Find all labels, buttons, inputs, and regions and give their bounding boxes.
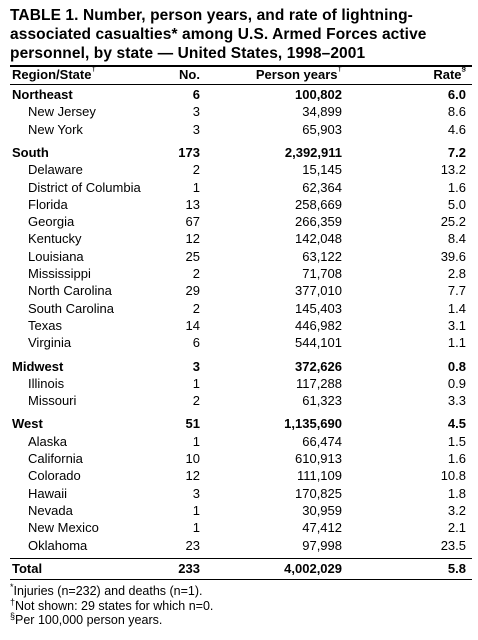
count-cell: 1 bbox=[192, 375, 200, 391]
rate-cell: 1.6 bbox=[447, 179, 466, 195]
rate-cell: 39.6 bbox=[440, 248, 466, 264]
count-cell: 1 bbox=[192, 179, 200, 195]
state-name: Oklahoma bbox=[28, 537, 88, 553]
count-cell: 23 bbox=[185, 537, 200, 553]
count-cell: 2 bbox=[192, 266, 200, 281]
state-row bbox=[0, 196, 478, 213]
rate-cell: 0.9 bbox=[447, 375, 466, 391]
state-name: Hawaii bbox=[28, 485, 68, 501]
state-row bbox=[0, 519, 478, 536]
header-region-mark: † bbox=[91, 64, 96, 73]
person-years-cell: 170,825 bbox=[295, 485, 342, 501]
rate-cell: 8.6 bbox=[447, 104, 466, 120]
rate-cell: 0.8 bbox=[447, 358, 466, 374]
header-rate-label: Rate bbox=[433, 67, 462, 82]
footnote bbox=[10, 613, 472, 628]
state-row bbox=[0, 485, 478, 502]
count-cell: 6 bbox=[192, 87, 200, 102]
person-years-cell: 258,669 bbox=[295, 196, 342, 212]
rate-cell: 3.2 bbox=[447, 502, 466, 518]
region-name: South bbox=[12, 144, 49, 160]
rate-cell: 7.7 bbox=[447, 283, 466, 299]
state-row bbox=[0, 467, 478, 484]
person-years-cell: 63,122 bbox=[302, 248, 342, 264]
state-name: Virginia bbox=[28, 335, 72, 351]
rate-cell: 1.8 bbox=[447, 485, 466, 501]
region-row bbox=[0, 358, 478, 375]
state-row bbox=[0, 317, 478, 334]
person-years-cell: 15,145 bbox=[302, 162, 342, 178]
state-name: Colorado bbox=[28, 468, 81, 484]
count-cell: 10 bbox=[185, 451, 200, 466]
state-row bbox=[0, 375, 478, 392]
rate-cell: 4.5 bbox=[447, 416, 466, 432]
person-years-cell: 266,359 bbox=[295, 214, 342, 230]
state-row bbox=[0, 334, 478, 351]
count-cell: 2 bbox=[192, 393, 200, 409]
region-row bbox=[0, 86, 478, 103]
state-row bbox=[0, 300, 478, 317]
header-rate-mark: § bbox=[461, 64, 466, 73]
footnotes bbox=[10, 584, 472, 628]
region-row bbox=[0, 415, 478, 432]
total-row bbox=[0, 560, 478, 577]
state-row bbox=[0, 537, 478, 554]
footnote-mark: † bbox=[10, 596, 16, 607]
header-region bbox=[12, 66, 96, 83]
footnote-text: Per 100,000 person years. bbox=[15, 613, 163, 627]
state-name: Illinois bbox=[28, 375, 65, 391]
person-years-cell: 71,708 bbox=[302, 266, 342, 281]
person-years-cell: 372,626 bbox=[295, 358, 342, 374]
person-years-cell: 47,412 bbox=[302, 520, 342, 536]
rate-cell: 4.6 bbox=[447, 121, 466, 137]
person-years-cell: 446,982 bbox=[295, 317, 342, 333]
count-cell: 29 bbox=[185, 283, 200, 299]
state-row bbox=[0, 213, 478, 230]
footnote-text: Injuries (n=232) and deaths (n=1). bbox=[13, 584, 203, 598]
state-row bbox=[0, 265, 478, 282]
footnote bbox=[10, 584, 472, 599]
rate-cell: 7.2 bbox=[447, 144, 466, 160]
person-years-cell: 142,048 bbox=[295, 231, 342, 247]
header-region-label: Region/State bbox=[12, 67, 92, 82]
total-top-rule bbox=[10, 558, 472, 559]
state-row bbox=[0, 450, 478, 467]
region-name: West bbox=[12, 416, 43, 432]
count-cell: 3 bbox=[192, 104, 200, 120]
person-years-cell: 65,903 bbox=[302, 121, 342, 137]
state-name: District of Columbia bbox=[28, 179, 141, 195]
state-row bbox=[0, 179, 478, 196]
person-years-cell: 544,101 bbox=[295, 335, 342, 351]
rate-cell: 1.6 bbox=[447, 451, 466, 466]
count-cell: 12 bbox=[185, 231, 200, 247]
state-name: Delaware bbox=[28, 162, 83, 178]
state-row bbox=[0, 502, 478, 519]
table-title: TABLE 1. Number, person years, and rate of lightning-associated casualties* among U.S. Armed Forces active personnel, by state — United States, 1998–2001 bbox=[10, 7, 427, 62]
state-name: New York bbox=[28, 121, 83, 137]
footnote-mark: * bbox=[10, 582, 14, 592]
state-row bbox=[0, 392, 478, 409]
count-cell: 51 bbox=[185, 416, 200, 432]
count-cell: 1 bbox=[192, 502, 200, 518]
count-cell: 173 bbox=[178, 144, 200, 160]
state-name: North Carolina bbox=[28, 283, 112, 299]
state-row bbox=[0, 121, 478, 138]
count-cell: 3 bbox=[192, 485, 200, 501]
count-cell: 3 bbox=[192, 121, 200, 137]
footnote bbox=[10, 596, 472, 614]
state-name: Mississippi bbox=[28, 266, 91, 281]
person-years-cell: 34,899 bbox=[302, 104, 342, 120]
rate-cell: 6.0 bbox=[447, 87, 466, 102]
rate-cell: 3.3 bbox=[447, 393, 466, 409]
rate-cell: 1.5 bbox=[447, 433, 466, 449]
state-row bbox=[0, 248, 478, 265]
person-years-cell: 377,010 bbox=[295, 283, 342, 299]
header-rate bbox=[433, 66, 466, 83]
count-cell: 1 bbox=[192, 433, 200, 449]
count-cell: 12 bbox=[185, 468, 200, 484]
person-years-cell: 66,474 bbox=[302, 433, 342, 449]
rate-cell: 25.2 bbox=[440, 214, 466, 230]
rate-cell: 23.5 bbox=[440, 537, 466, 553]
region-row bbox=[0, 144, 478, 161]
column-header-row bbox=[0, 66, 478, 83]
person-years-cell: 1,135,690 bbox=[284, 416, 342, 432]
footnote-mark: § bbox=[10, 611, 16, 621]
total-label: Total bbox=[12, 561, 43, 576]
person-years-cell: 117,288 bbox=[295, 375, 342, 391]
count-cell: 3 bbox=[192, 358, 200, 374]
header-rule bbox=[10, 84, 472, 85]
rate-cell: 8.4 bbox=[447, 231, 466, 247]
state-row bbox=[0, 433, 478, 450]
header-no: No. bbox=[179, 67, 200, 82]
rate-cell: 10.8 bbox=[440, 468, 466, 484]
count-cell: 14 bbox=[185, 317, 200, 333]
state-row bbox=[0, 230, 478, 247]
count-cell: 2 bbox=[192, 300, 200, 316]
rate-cell: 13.2 bbox=[440, 162, 466, 178]
region-name: Midwest bbox=[12, 358, 64, 374]
person-years-cell: 61,323 bbox=[302, 393, 342, 409]
count-cell: 2 bbox=[192, 162, 200, 178]
rate-cell: 1.4 bbox=[447, 300, 466, 316]
person-years-cell: 100,802 bbox=[295, 87, 342, 102]
rate-cell: 3.1 bbox=[447, 317, 466, 333]
total-no: 233 bbox=[178, 561, 200, 576]
state-row bbox=[0, 103, 478, 120]
state-name: Texas bbox=[28, 317, 62, 333]
state-name: New Jersey bbox=[28, 104, 96, 120]
count-cell: 6 bbox=[192, 335, 200, 351]
person-years-cell: 2,392,911 bbox=[284, 144, 342, 160]
person-years-cell: 145,403 bbox=[295, 300, 342, 316]
count-cell: 1 bbox=[192, 520, 200, 536]
header-person-years-mark: † bbox=[337, 64, 342, 73]
count-cell: 13 bbox=[185, 196, 200, 212]
footnote-text: Not shown: 29 states for which n=0. bbox=[15, 598, 214, 613]
state-name: Louisiana bbox=[28, 248, 84, 264]
rate-cell: 2.8 bbox=[447, 266, 466, 281]
state-name: South Carolina bbox=[28, 300, 114, 316]
total-person-years: 4,002,029 bbox=[284, 561, 342, 576]
person-years-cell: 610,913 bbox=[295, 451, 342, 466]
person-years-cell: 30,959 bbox=[302, 502, 342, 518]
state-name: Alaska bbox=[28, 433, 68, 449]
state-name: Florida bbox=[28, 196, 68, 212]
state-name: Kentucky bbox=[28, 231, 82, 247]
state-name: California bbox=[28, 451, 83, 466]
rate-cell: 1.1 bbox=[447, 335, 466, 351]
state-row bbox=[0, 282, 478, 299]
bottom-rule bbox=[10, 579, 472, 580]
state-row bbox=[0, 161, 478, 178]
count-cell: 67 bbox=[185, 214, 200, 230]
region-name: Northeast bbox=[12, 87, 73, 102]
state-name: Missouri bbox=[28, 393, 77, 409]
rate-cell: 5.0 bbox=[447, 196, 466, 212]
person-years-cell: 62,364 bbox=[302, 179, 342, 195]
state-name: Nevada bbox=[28, 502, 73, 518]
header-person-years bbox=[256, 66, 342, 83]
state-name: New Mexico bbox=[28, 520, 99, 536]
person-years-cell: 97,998 bbox=[302, 537, 342, 553]
count-cell: 25 bbox=[185, 248, 200, 264]
state-name: Georgia bbox=[28, 214, 75, 230]
total-rate: 5.8 bbox=[447, 561, 466, 576]
person-years-cell: 111,109 bbox=[296, 468, 342, 484]
header-person-years-label: Person years bbox=[255, 67, 338, 82]
rate-cell: 2.1 bbox=[447, 520, 466, 536]
